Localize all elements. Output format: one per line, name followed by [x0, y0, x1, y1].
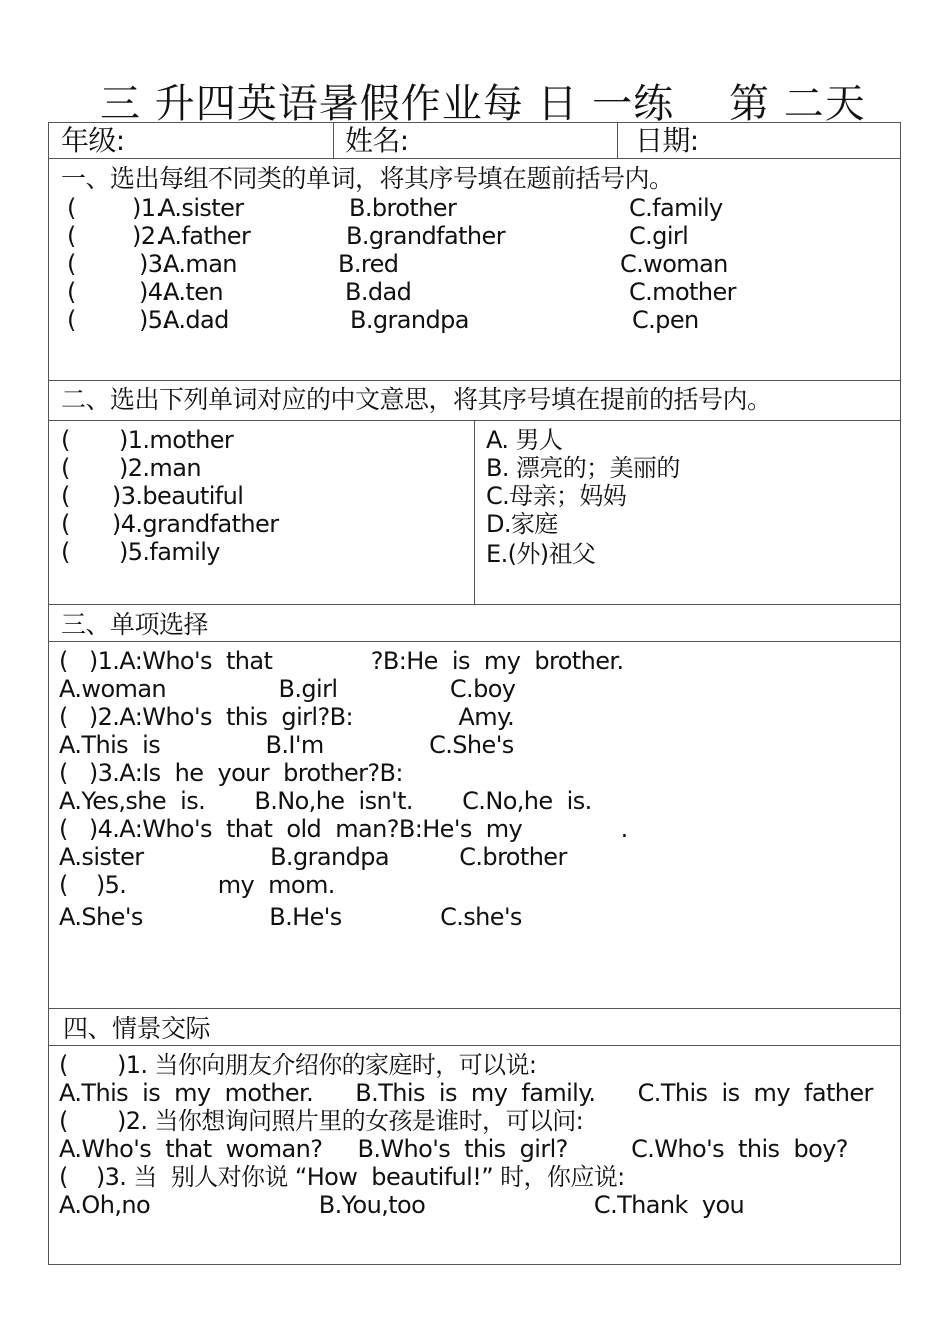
option-c: C.pen: [632, 306, 699, 334]
meaning-item: D.家庭: [486, 510, 558, 538]
option-c: C.woman: [620, 250, 728, 278]
option-a: A.dad: [163, 306, 229, 334]
options-line: A.woman B.girl C.boy: [59, 675, 516, 703]
question-number: ( )2.: [67, 222, 163, 250]
option-b: B.brother: [349, 194, 457, 222]
option-b: B.red: [338, 250, 399, 278]
question-line: ( )4.A:Who's that old man?B:He's my .: [59, 815, 628, 843]
section4-heading: 四、情景交际: [63, 1014, 211, 1043]
options-line: A.Oh,no B.You,too C.Thank you: [59, 1191, 745, 1219]
question-line: ( )3.A:Is he your brother?B:: [59, 759, 403, 787]
meaning-item: B. 漂亮的；美丽的: [486, 454, 680, 482]
worksheet-table: [48, 122, 901, 1265]
row-divider: [49, 604, 900, 605]
word-item: ( )1.mother: [61, 426, 234, 454]
meaning-item: A. 男人: [486, 426, 563, 454]
options-line: A.This is my mother. B.This is my family. C.This is my father: [59, 1079, 873, 1107]
question-line: ( )1. 当你向朋友介绍你的家庭时，可以说:: [59, 1051, 537, 1079]
option-b: B.grandfather: [346, 222, 505, 250]
question-number: ( )4.: [67, 278, 170, 306]
row-divider: [49, 380, 900, 381]
options-line: A.Yes,she is. B.No,he isn't. C.No,he is.: [59, 787, 592, 815]
meaning-item: C.母亲；妈妈: [486, 482, 627, 510]
option-c: C.family: [629, 194, 723, 222]
section2-heading: 二、选出下列单词对应的中文意思，将其序号填在提前的括号内。: [61, 385, 772, 414]
column-divider: [333, 123, 334, 158]
option-a: A.sister: [159, 194, 244, 222]
meaning-item: E.(外)祖父: [486, 540, 596, 568]
row-divider: [49, 1045, 900, 1046]
options-line: A.sister B.grandpa C.brother: [59, 843, 567, 871]
row-divider: [49, 1008, 900, 1009]
option-b: B.dad: [345, 278, 412, 306]
options-line: A.This is B.I'm C.She's: [59, 731, 514, 759]
page-title: 三 升四英语暑假作业每 日 一练 第 二天: [100, 81, 866, 127]
date-label: 日期:: [635, 124, 699, 157]
question-line: ( )5. my mom.: [59, 871, 335, 899]
options-line: A.Who's that woman? B.Who's this girl? C.Who's this boy?: [59, 1135, 848, 1163]
question-line: ( )1.A:Who's that ?B:He is my brother.: [59, 647, 624, 675]
row-divider: [49, 158, 900, 159]
grade-label: 年级:: [61, 124, 125, 157]
option-a: A.ten: [163, 278, 224, 306]
option-a: A.man: [163, 250, 237, 278]
question-number: ( )1.: [67, 194, 163, 222]
word-item: ( )5.family: [61, 538, 220, 566]
section3-heading: 三、单项选择: [61, 610, 209, 639]
word-item: ( )2.man: [61, 454, 201, 482]
option-c: C.girl: [629, 222, 689, 250]
column-divider: [617, 123, 618, 158]
column-divider: [474, 420, 475, 604]
option-a: A.father: [159, 222, 251, 250]
section1-heading: 一、选出每组不同类的单词，将其序号填在题前括号内。: [61, 164, 674, 193]
word-item: ( )4.grandfather: [61, 510, 279, 538]
name-label: 姓名:: [345, 124, 409, 157]
question-line: ( )3. 当 别人对你说 “How beautiful!” 时，你应说:: [59, 1163, 625, 1191]
question-line: ( )2.A:Who's this girl?B: Amy.: [59, 703, 515, 731]
option-c: C.mother: [629, 278, 736, 306]
option-b: B.grandpa: [350, 306, 469, 334]
word-item: ( )3.beautiful: [61, 482, 244, 510]
question-number: ( )5.: [67, 306, 170, 334]
question-line: ( )2. 当你想询问照片里的女孩是谁时，可以问:: [59, 1107, 584, 1135]
options-line: A.She's B.He's C.she's: [59, 903, 522, 931]
question-number: ( )3.: [67, 250, 170, 278]
row-divider: [49, 641, 900, 642]
